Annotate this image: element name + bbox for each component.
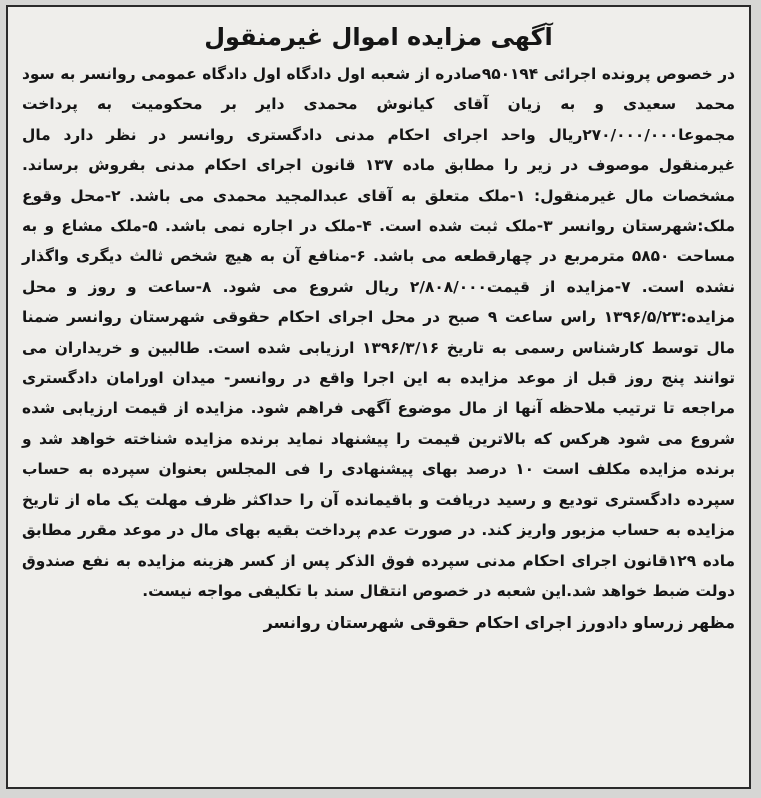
auction-notice: [6, 5, 751, 789]
notice-signature: مظهر زرساو دادورز اجرای احکام حقوقی شهرستان روانسر: [263, 613, 735, 633]
notice-body: در خصوص پرونده اجرائی ۹۵۰۱۹۴صادره از شعبه اول دادگاه اول دادگاه عمومی روانسر به سود محمد سعیدی و به زیان آقای کیانوش محمدی دایر بر محکومیت به پرداخت مجموعا۲۷۰/۰۰۰/۰۰۰ریال واحد اجرای احکام مدنی دادگستری روانسر در نظر دارد مال غیرمنقول موصوف در زیر را مطابق ماده ۱۳۷ قانون اجرای احکام مدنی بفروش برساند. مشخصات مال غیرمنقول: ۱-ملک متعلق به آقای عبدالمجید محمدی می باشد. ۲-محل وقوع ملک:شهرستان روانسر ۳-ملک ثبت شده است. ۴-ملک در اجاره نمی باشد. ۵-ملک مشاع و به مساحت ۵۸۵۰ مترمربع در چهارقطعه می باشد. ۶-منافع آن به هیچ شخص ثالث دیگری واگذار نشده است. ۷-مزایده از قیمت۲/۸۰۸/۰۰۰ ریال شروع می شود. ۸-ساعت و روز و محل مزایده:۱۳۹۶/۵/۲۳ راس ساعت ۹ صبح در محل اجرای احکام حقوقی شهرستان روانسر ضمنا مال توسط کارشناس رسمی به تاریخ ۱۳۹۶/۳/۱۶ ارزیابی شده است. طالبین و خریداران می توانند پنج روز قبل از موعد مزایده به این اجرا واقع در روانسر- میدان اورامان دادگستری مراجعه تا ترتیب ملاحظه آنها از مال موضوع آگهی فراهم شود. مزایده از قیمت ارزیابی شده شروع می شود هرکس که بالاترین قیمت را پیشنهاد نماید برنده مزایده شناخته خواهد شد و برنده مزایده مکلف است ۱۰ درصد بهای پیشنهادی را فی المجلس بعنوان سپرده به حساب سپرده دادگستری تودیع و رسید دریافت و باقیمانده آن را حداکثر ظرف مهلت یک ماه از تاریخ مزایده به حساب مزبور واریز کند. در صورت عدم پرداخت بقیه بهای مال در موعد مقرر مطابق ماده ۱۲۹قانون اجرای احکام مدنی سپرده فوق الذکر پس از کسر هزینه مزایده به نفع صندوق دولت ضبط خواهد شد.این شعبه در خصوص انتقال سند با تکلیفی مواجه نیست.: [22, 65, 736, 600]
notice-title: آگهی مزایده اموال غیرمنقول: [204, 23, 553, 51]
